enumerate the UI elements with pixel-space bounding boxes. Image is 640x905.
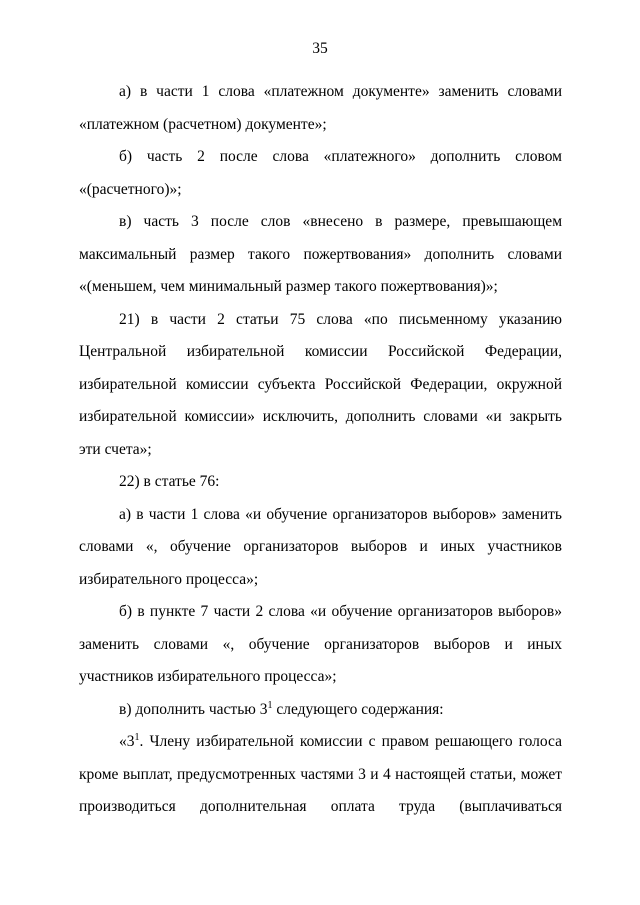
paragraph-b-part2: б) часть 2 после слова «платежного» дополнить словом «(расчетного)»;: [79, 148, 562, 198]
part-3-1-text-end: . Члену избирательной комиссии с правом решающего голоса кроме выплат, предусмотренных частями 3 и 4 настоящей статьи, может производиться дополнительная оплата труда (выплачиваться: [79, 733, 562, 815]
paragraph-a-part1: а) в части 1 слова «платежном документе» заменить словами «платежном (расчетном) документе»;: [79, 83, 562, 133]
paragraph-21: 21) в части 2 статьи 75 слова «по письменному указанию Центральной избирательной комиссии Российской Федерации, избирательной комиссии субъекта Российской Федерации, окружной избирательной комиссии» исключить, дополнить словами «и закрыть эти счета»;: [79, 310, 562, 458]
paragraph-v-part3: в) часть 3 после слов «внесено в размере, превышающем максимальный размер такого пожертвования» дополнить словами «(меньшем, чем минимальный размер такого пожертвования)»;: [79, 213, 562, 295]
paragraph-v-text-end: следующего содержания:: [272, 700, 444, 718]
page-number: 35: [312, 40, 328, 57]
superscript-one: 1: [267, 699, 273, 711]
paragraph-v-text-start: в) дополнить частью 3: [119, 700, 268, 718]
paragraph-v-article76: [79, 694, 562, 727]
paragraph-b-article76: б) в пункте 7 части 2 слова «и обучение организаторов выборов» заменить словами «, обучение организаторов выборов и иных участников избирательного процесса»;: [79, 603, 562, 685]
paragraph-22: 22) в статье 76:: [119, 473, 220, 490]
part-3-1-text-start: «3: [119, 733, 135, 750]
superscript-one: 1: [134, 732, 140, 743]
document-body: [79, 76, 562, 824]
paragraph-a-article76: а) в части 1 слова «и обучение организаторов выборов» заменить словами «, обучение организаторов выборов и иных участников избирательного процесса»;: [79, 505, 562, 588]
paragraph-part-3-1: [79, 726, 562, 824]
